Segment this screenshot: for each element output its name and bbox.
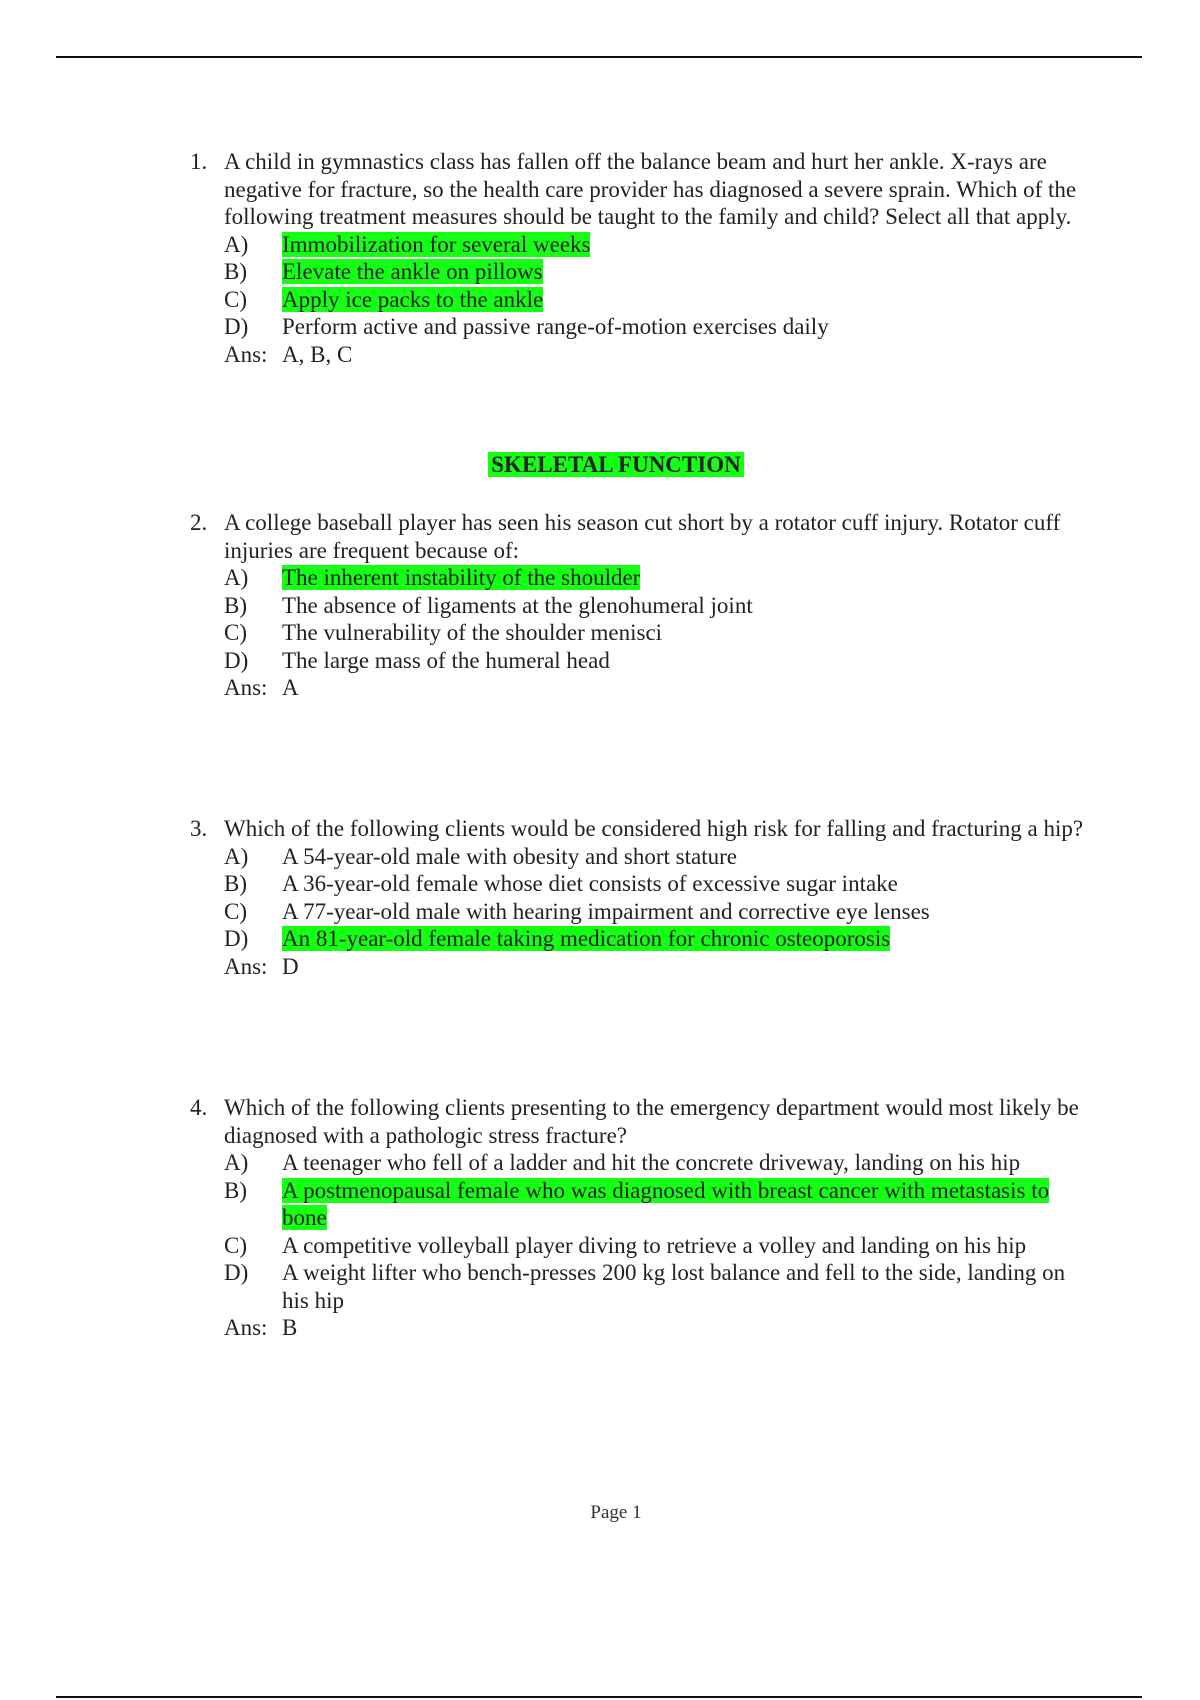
option-text-highlighted: Apply ice packs to the ankle — [282, 286, 544, 312]
section-heading-text: SKELETAL FUNCTION — [488, 452, 743, 477]
answer-label: Ans: — [224, 341, 268, 367]
option-letter: B) — [224, 1177, 247, 1203]
question-text: A child in gymnastics class has fallen off the balance beam and hurt her ankle. X-rays are negative for fracture, so the health care provider has diagnosed a severe sprain. Which of the following treatment measures should be taught to the family and child? Select all that apply. — [224, 149, 1077, 229]
option-c — [224, 1232, 1090, 1260]
option-letter: D) — [224, 647, 249, 673]
option-c — [224, 286, 1090, 314]
question-4 — [190, 1094, 1090, 1342]
option-text: Perform active and passive range-of-motion exercises daily — [282, 314, 829, 339]
question-text: Which of the following clients would be considered high risk for falling and fracturing a hip? — [224, 816, 1084, 841]
option-a — [224, 564, 1090, 592]
answer-value: D — [282, 953, 299, 979]
option-text-highlighted: Elevate the ankle on pillows — [282, 259, 543, 284]
option-text: A 54-year-old male with obesity and short stature — [282, 843, 737, 869]
question-stem — [190, 815, 1090, 843]
option-a — [224, 843, 1090, 871]
question-number: 4. — [190, 1095, 208, 1120]
option-b — [224, 870, 1090, 898]
option-text: A 36-year-old female whose diet consists of excessive sugar intake — [282, 871, 898, 896]
question-number: 2. — [190, 510, 208, 535]
option-text-highlighted: Immobilization for several weeks — [282, 231, 591, 257]
answer-label: Ans: — [224, 675, 268, 700]
option-letter: A) — [224, 843, 249, 869]
option-text: A 77-year-old male with hearing impairment and corrective eye lenses — [282, 898, 930, 924]
answer-value: B — [282, 1315, 298, 1340]
option-letter: C) — [224, 286, 247, 312]
option-c — [224, 619, 1090, 647]
question-stem — [190, 1094, 1090, 1149]
question-2 — [190, 509, 1090, 702]
option-letter: D) — [224, 1260, 249, 1285]
option-a — [224, 231, 1090, 259]
option-b — [224, 592, 1090, 620]
option-d — [224, 647, 1090, 675]
answer-label: Ans: — [224, 953, 268, 979]
option-c — [224, 898, 1090, 926]
option-text: A teenager who fell of a ladder and hit the concrete driveway, landing on his hip — [282, 1150, 1021, 1175]
option-text: The absence of ligaments at the glenohumeral joint — [282, 592, 753, 618]
option-d — [224, 313, 1090, 341]
answer-value: A — [282, 675, 299, 700]
option-text: A competitive volleyball player diving to retrieve a volley and landing on his hip — [282, 1232, 1027, 1258]
page-number: Page 1 — [590, 1502, 642, 1523]
option-letter: C) — [224, 620, 247, 645]
question-number: 1. — [190, 149, 208, 174]
question-text: Which of the following clients presenting to the emergency department would most likely be diagnosed with a pathologic stress fracture? — [224, 1095, 1079, 1148]
option-text-highlighted: A postmenopausal female who was diagnosed with breast cancer with metastasis to bone — [282, 1177, 1050, 1230]
question-1 — [190, 148, 1090, 368]
option-letter: C) — [224, 898, 247, 924]
option-text: The large mass of the humeral head — [282, 647, 610, 673]
option-text-highlighted: An 81-year-old female taking medication for chronic osteoporosis — [282, 926, 891, 951]
top-rule — [56, 56, 1142, 58]
answer-line — [224, 341, 1090, 369]
option-letter: D) — [224, 314, 249, 339]
question-stem — [190, 148, 1090, 231]
option-b — [224, 258, 1090, 286]
option-d — [224, 925, 1090, 953]
question-text: A college baseball player has seen his season cut short by a rotator cuff injury. Rotator cuff injuries are frequent because of: — [224, 510, 1061, 563]
option-d — [224, 1259, 1090, 1314]
answer-label: Ans: — [224, 1315, 268, 1340]
option-b — [224, 1177, 1090, 1232]
option-letter: C) — [224, 1232, 247, 1258]
option-letter: D) — [224, 926, 249, 951]
option-letter: A) — [224, 1150, 249, 1175]
option-letter: A) — [224, 231, 249, 257]
option-a — [224, 1149, 1090, 1177]
question-stem — [190, 509, 1090, 564]
option-letter: B) — [224, 592, 247, 618]
option-letter: B) — [224, 259, 247, 284]
bottom-rule — [56, 1696, 1142, 1698]
option-letter: B) — [224, 871, 247, 896]
answer-value: A, B, C — [282, 341, 353, 367]
answer-line — [224, 674, 1090, 702]
section-heading — [0, 451, 1200, 479]
question-3 — [190, 815, 1090, 980]
option-text: The vulnerability of the shoulder menisci — [282, 620, 663, 645]
question-number: 3. — [190, 816, 208, 841]
option-text: A weight lifter who bench-presses 200 kg lost balance and fell to the side, landing on his hip — [282, 1260, 1066, 1313]
option-letter: A) — [224, 565, 249, 590]
answer-line — [224, 953, 1090, 981]
answer-line — [224, 1314, 1090, 1342]
option-text-highlighted: The inherent instability of the shoulder — [282, 565, 641, 590]
